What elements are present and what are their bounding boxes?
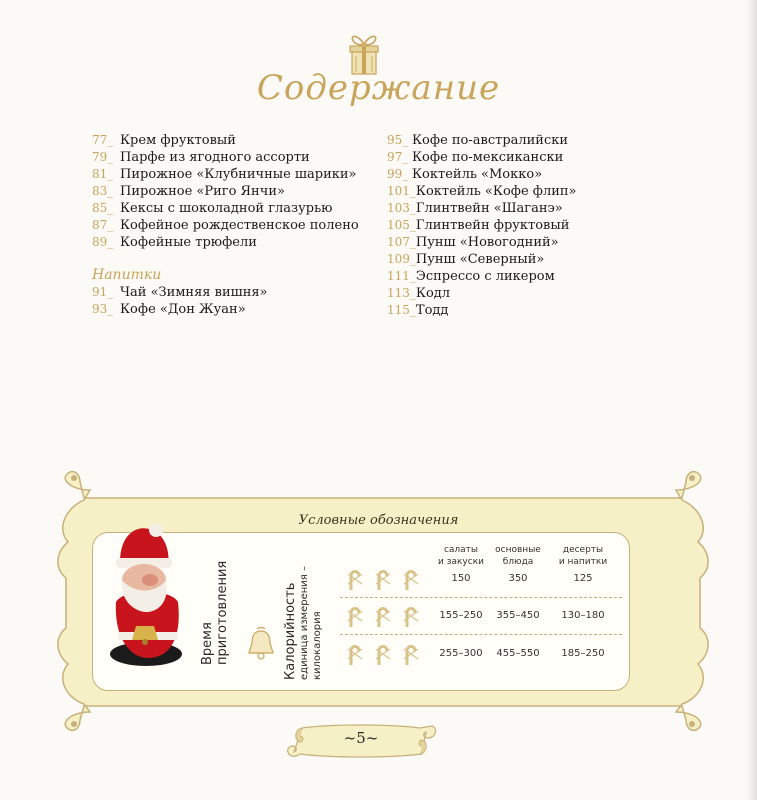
legend-row	[336, 566, 624, 594]
toc-title: Пунш «Северный»	[415, 252, 545, 267]
toc-page-number: 101_	[387, 184, 416, 198]
row-separator	[340, 597, 622, 598]
toc-page-number: 99_	[387, 167, 409, 181]
toc-page-number: 115_	[387, 303, 416, 317]
calorie-value: 455–550	[496, 648, 540, 659]
toc-title: Кофе «Дон Жуан»	[120, 302, 246, 317]
toc-item[interactable]	[387, 132, 577, 149]
toc-title: Глинтвейн фруктовый	[415, 218, 570, 233]
toc-page-number: 107_	[387, 235, 416, 249]
toc-item[interactable]	[92, 301, 359, 318]
toc-item[interactable]	[387, 149, 577, 166]
toc-page-number: 97_	[387, 150, 409, 164]
candy-cane-icon	[400, 641, 422, 667]
candy-cane-icon	[372, 603, 394, 629]
calorie-unit-label-line2: килокалория	[312, 611, 323, 680]
toc-item[interactable]	[387, 183, 577, 200]
toc-title: Пирожное «Клубничные шарики»	[120, 167, 357, 182]
legend-row	[336, 603, 624, 631]
toc-item[interactable]	[92, 149, 359, 166]
toc-item[interactable]	[387, 200, 577, 217]
toc-item[interactable]	[387, 217, 577, 234]
legend-row	[336, 641, 624, 669]
toc-item[interactable]	[387, 166, 577, 183]
toc-page-number: 83_	[92, 184, 114, 198]
bell-icon	[246, 627, 276, 661]
toc-title: Кодл	[415, 286, 451, 301]
column-header-text: основные блюда	[495, 545, 541, 567]
prep-time-label: Время	[200, 622, 215, 665]
toc-title: Парфе из ягодного ассорти	[120, 150, 310, 165]
candy-cane-icon	[372, 566, 394, 592]
toc-page-number: 93_	[92, 302, 114, 316]
calorie-value: 350	[508, 573, 528, 584]
toc-page-number: 113_	[387, 286, 416, 300]
toc-page-number: 103_	[387, 201, 416, 215]
toc-title: Кофе по-мексикански	[412, 150, 564, 165]
toc-title: Тодд	[415, 303, 449, 318]
calorie-value: 130–180	[561, 610, 605, 621]
toc-title: Пирожное «Риго Янчи»	[120, 184, 285, 199]
toc-page-number: 77_	[92, 133, 114, 147]
page-gutter-shadow	[747, 0, 757, 800]
toc-title: Чай «Зимняя вишня»	[120, 285, 268, 300]
toc-item[interactable]	[387, 302, 577, 319]
candy-cane-icon	[344, 641, 366, 667]
legend-title: Условные обозначения	[298, 513, 459, 528]
toc-page-number: 81_	[92, 167, 114, 181]
column-header-text: салаты и закуски	[437, 545, 484, 567]
toc-page-number: 89_	[92, 235, 114, 249]
santa-figure-image	[100, 518, 192, 670]
candy-cane-icon	[344, 566, 366, 592]
toc-title: Кофе по-австралийски	[412, 133, 569, 148]
toc-page-number: 105_	[387, 218, 416, 232]
toc-page-number: 85_	[92, 201, 114, 215]
toc-item[interactable]	[387, 268, 577, 285]
calorie-value: 355–450	[496, 610, 540, 621]
toc-item[interactable]	[92, 200, 359, 217]
toc-title: Коктейль «Кофе флип»	[415, 184, 577, 199]
calorie-label: Калорийность	[283, 582, 298, 680]
toc-item[interactable]	[387, 251, 577, 268]
toc-item[interactable]	[92, 284, 359, 301]
toc-title: Кофейное рождественское полено	[120, 218, 359, 233]
toc-title: Крем фруктовый	[120, 133, 236, 148]
toc-item[interactable]	[92, 132, 359, 149]
row-separator	[340, 634, 622, 635]
toc-item[interactable]	[387, 285, 577, 302]
calorie-value: 125	[573, 573, 593, 584]
calorie-value: 255–300	[439, 648, 483, 659]
calorie-value: 155–250	[439, 610, 483, 621]
candy-cane-icon	[400, 603, 422, 629]
toc-page-number: 95_	[387, 133, 409, 147]
toc-title: Коктейль «Мокко»	[412, 167, 543, 182]
toc-page-number: 79_	[92, 150, 114, 164]
calorie-value: 150	[451, 573, 471, 584]
toc-left-column	[92, 132, 359, 318]
toc-item[interactable]	[92, 183, 359, 200]
toc-title: Кофейные трюфели	[120, 235, 257, 250]
toc-page-number: 87_	[92, 218, 114, 232]
toc-title: Глинтвейн «Шаганэ»	[415, 201, 563, 216]
toc-item[interactable]	[92, 166, 359, 183]
toc-title: Эспрессо с ликером	[415, 269, 555, 284]
candy-cane-icon	[372, 641, 394, 667]
toc-title: Кексы с шоколадной глазурью	[120, 201, 333, 216]
toc-page-number: 111_	[387, 269, 416, 283]
column-header-desserts	[546, 544, 620, 568]
page-number: ~5~	[343, 729, 379, 747]
toc-section-heading: Напитки	[92, 267, 162, 283]
calorie-value: 185–250	[561, 648, 605, 659]
toc-page-number: 109_	[387, 252, 416, 266]
toc-page-number: 91_	[92, 285, 114, 299]
candy-cane-icon	[400, 566, 422, 592]
prep-time-label-line2: приготовления	[215, 560, 230, 665]
toc-right-column	[387, 132, 577, 319]
column-header-main	[481, 544, 555, 568]
column-header-text: десерты и напитки	[558, 545, 608, 567]
page-title: Содержание	[256, 68, 501, 108]
toc-item[interactable]	[92, 234, 359, 251]
toc-item[interactable]	[387, 234, 577, 251]
toc-item[interactable]	[92, 217, 359, 234]
toc-title: Пунш «Новогодний»	[415, 235, 559, 250]
candy-cane-icon	[344, 603, 366, 629]
calorie-unit-label: единица измерения –	[299, 566, 310, 680]
